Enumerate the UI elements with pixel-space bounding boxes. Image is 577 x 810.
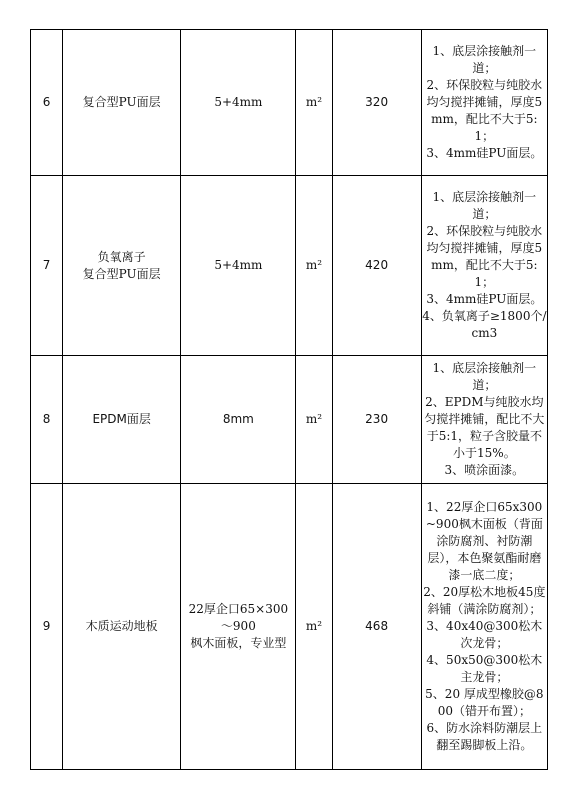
price-cell: 320 [332,30,421,176]
table-row [31,176,548,356]
unit-cell: m² [296,176,332,356]
spec-cell [181,484,296,770]
description-cell [421,30,547,176]
spec-cell [181,356,296,484]
description-line: 5、20 厚成型橡胶@800（错开布置）； [425,687,544,718]
table-body [31,30,548,770]
pricing-table [30,29,548,770]
description-line: 1、底层涂接触剂一道； [432,44,537,75]
spec-line: 5+4mm [214,95,263,109]
row-number-cell: 8 [31,356,63,484]
unit-cell: m² [296,484,332,770]
description-line: 2、20厚松木地板45度斜铺（满涂防腐剂）； [423,585,546,616]
table-row [31,356,548,484]
item-name-line: EPDM面层 [92,412,151,426]
description-line: 3、40x40@300松木次龙骨； [426,619,543,650]
spec-cell [181,30,296,176]
item-name-line: 复合型PU面层 [82,95,161,109]
description-line: 1、22厚企口65x300~900枫木面板（背面涂防腐剂、衬防潮层），本色聚氨酯耐磨漆一底二度； [425,500,543,582]
spec-cell [181,176,296,356]
item-name-cell [63,30,181,176]
description-line: 3、喷涂面漆。 [444,463,525,477]
item-name-cell [63,176,181,356]
row-number-cell: 6 [31,30,63,176]
spec-line: 枫木面板，专业型 [190,636,287,650]
description-line: 1、底层涂接触剂一道； [432,361,537,392]
description-cell [421,484,547,770]
price-cell: 468 [332,484,421,770]
table-row [31,30,548,176]
price-cell: 420 [332,176,421,356]
spec-line: ～900 [220,619,256,633]
description-line: 2、EPDM与纯胶水均匀搅拌摊铺，配比不大于5:1，粒子含胶量不小于15%。 [424,395,545,460]
spec-line: 5+4mm [214,258,263,272]
description-line: 4、50x50@300松木主龙骨； [426,653,543,684]
description-line: 6、防水涂料防潮层上翻至踢脚板上沿。 [426,721,543,752]
description-line: 4、负氧离子≥1800个/cm3 [422,309,547,340]
item-name-line: 木质运动地板 [85,619,158,633]
description-line: 3、4mm硅PU面层。 [426,146,543,160]
item-name-cell [63,356,181,484]
spec-line: 8mm [222,412,254,426]
table-row [31,484,548,770]
description-cell [421,176,547,356]
description-line: 2、环保胶粒与纯胶水均匀搅拌摊铺，厚度5mm，配比不大于5:1； [426,224,543,289]
row-number-cell: 7 [31,176,63,356]
description-line: 3、4mm硅PU面层。 [426,292,543,306]
spec-line: 22厚企口65×300 [188,602,289,616]
description-line: 1、底层涂接触剂一道； [432,190,537,221]
price-cell: 230 [332,356,421,484]
unit-cell: m² [296,30,332,176]
unit-cell: m² [296,356,332,484]
description-cell [421,356,547,484]
item-name-line: 负氧离子 [97,249,146,264]
description-line: 2、环保胶粒与纯胶水均匀搅拌摊铺，厚度5mm，配比不大于5:1； [426,78,543,143]
row-number-cell: 9 [31,484,63,770]
item-name-cell [63,484,181,770]
item-name-line: 复合型PU面层 [82,266,161,281]
